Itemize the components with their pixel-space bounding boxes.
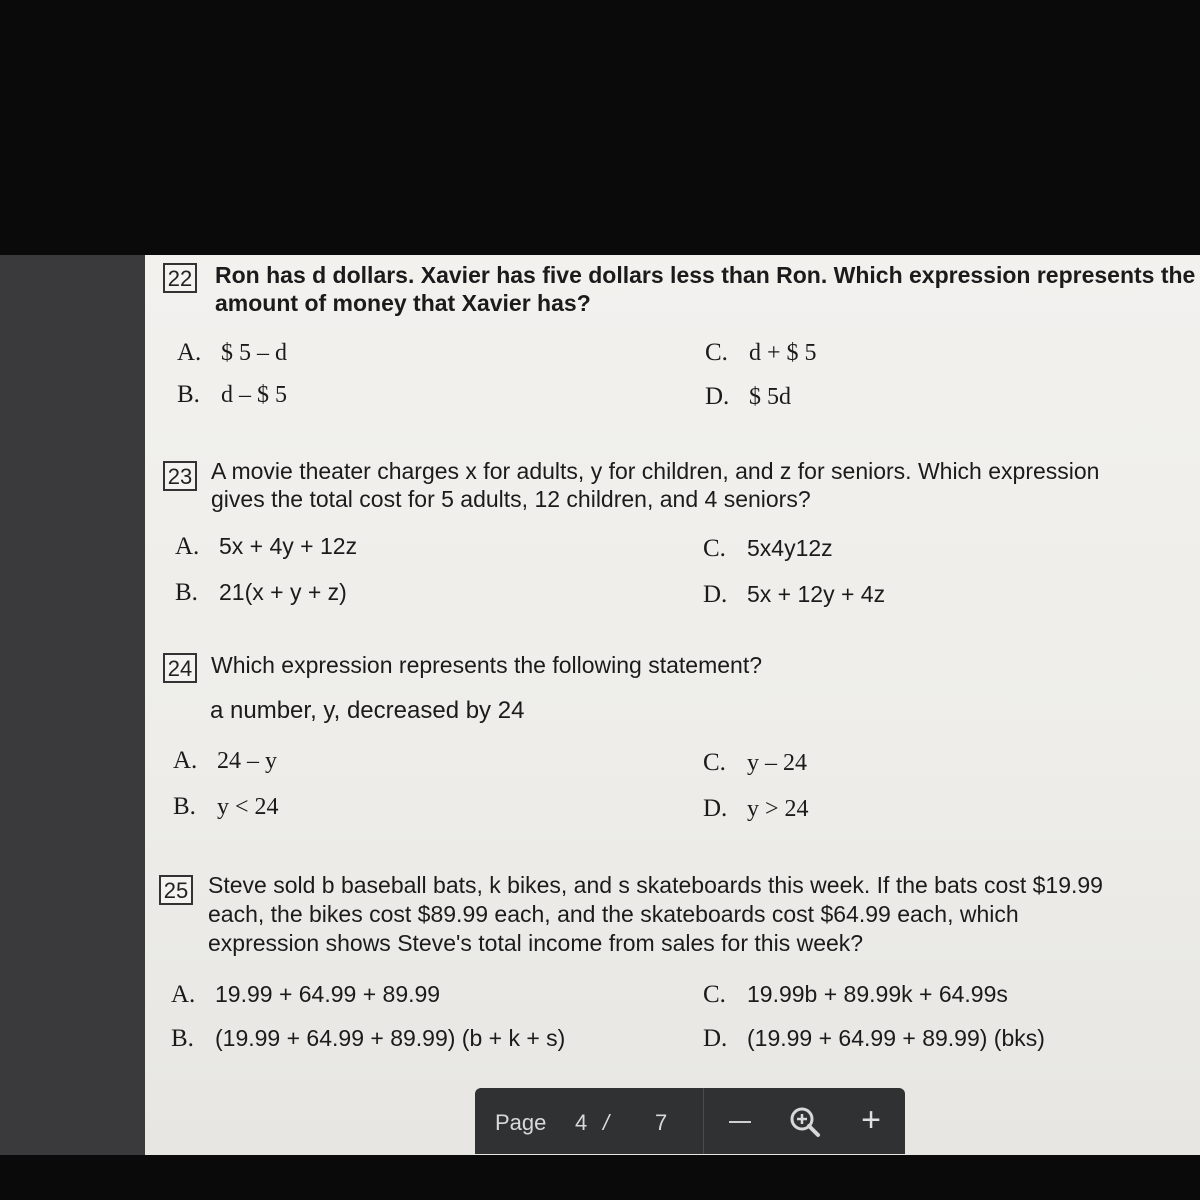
option-letter: B.: [177, 381, 200, 408]
page-toolbar: [475, 1088, 905, 1154]
option-text: (19.99 + 64.99 + 89.99) (b + k + s): [215, 1025, 566, 1051]
option-letter: D.: [703, 795, 728, 822]
option-text: y < 24: [217, 794, 279, 820]
toolbar-divider: [703, 1088, 704, 1154]
question-text-line: expression shows Steve's total income from sales for this week?: [208, 930, 864, 956]
statement-text: a number, y, decreased by 24: [210, 697, 525, 724]
option-text: d + $ 5: [749, 340, 817, 366]
option-text: 24 – y: [217, 748, 277, 774]
minus-icon[interactable]: [725, 1102, 755, 1138]
pdf-page: [145, 255, 1200, 1155]
option-text: $ 5d: [749, 384, 791, 410]
option-text: 5x + 4y + 12z: [219, 533, 358, 559]
option-text: 21(x + y + z): [219, 579, 347, 605]
question-number: 23: [163, 461, 197, 491]
magnifier-plus-icon[interactable]: [787, 1104, 823, 1140]
option-letter: D.: [703, 581, 728, 608]
option-letter: B.: [175, 579, 198, 606]
option-letter: D.: [705, 383, 730, 410]
option-letter: B.: [173, 793, 196, 820]
pdf-viewer: [0, 255, 1200, 1155]
option-c[interactable]: [703, 749, 807, 777]
question-number: 25: [159, 875, 193, 905]
option-letter: A.: [173, 747, 198, 774]
current-page-input[interactable]: 4: [575, 1110, 588, 1135]
option-text: d – $ 5: [221, 382, 287, 408]
option-d[interactable]: [703, 581, 885, 609]
question-text-line: gives the total cost for 5 adults, 12 children, and 4 seniors?: [211, 486, 811, 512]
option-letter: D.: [703, 1025, 728, 1052]
option-b[interactable]: [175, 579, 347, 607]
option-text: y – 24: [747, 750, 807, 776]
option-text: 19.99b + 89.99k + 64.99s: [747, 981, 1008, 1007]
option-text: $ 5 – d: [221, 340, 287, 366]
option-d[interactable]: [703, 795, 809, 823]
plus-icon[interactable]: +: [861, 1101, 881, 1139]
option-d[interactable]: [703, 1025, 1045, 1053]
option-a[interactable]: [175, 533, 357, 561]
question-number: 22: [163, 263, 197, 293]
option-letter: A.: [175, 533, 200, 560]
option-letter: C.: [705, 339, 728, 366]
option-letter: C.: [703, 749, 726, 776]
page-separator: /: [603, 1110, 610, 1135]
option-text: y > 24: [747, 796, 809, 822]
option-letter: A.: [171, 981, 196, 1008]
option-letter: C.: [703, 535, 726, 562]
option-text: 5x4y12z: [747, 535, 833, 561]
option-a[interactable]: [171, 981, 440, 1009]
option-c[interactable]: [705, 339, 817, 367]
option-a[interactable]: [173, 747, 277, 775]
option-letter: B.: [171, 1025, 194, 1052]
question-number: 24: [163, 653, 197, 683]
option-text: 5x + 12y + 4z: [747, 581, 886, 607]
page-label: Page: [495, 1110, 547, 1135]
option-c[interactable]: [703, 535, 833, 563]
question-text-line: each, the bikes cost $89.99 each, and the skateboards cost $64.99 each, which: [208, 901, 1019, 927]
option-a[interactable]: [177, 339, 287, 367]
total-pages: 7: [655, 1110, 668, 1135]
option-b[interactable]: [173, 793, 279, 821]
option-b[interactable]: [171, 1025, 565, 1053]
question-text-line: amount of money that Xavier has?: [215, 290, 591, 316]
question-text-line: Ron has d dollars. Xavier has five dollars less than Ron. Which expression represents the: [215, 262, 1196, 288]
option-d[interactable]: [705, 383, 791, 411]
question-text-line: Which expression represents the following statement?: [211, 652, 763, 678]
option-text: 19.99 + 64.99 + 89.99: [215, 981, 441, 1007]
option-c[interactable]: [703, 981, 1008, 1009]
option-text: (19.99 + 64.99 + 89.99) (bks): [747, 1025, 1045, 1051]
option-letter: A.: [177, 339, 202, 366]
question-text-line: Steve sold b baseball bats, k bikes, and s skateboards this week. If the bats cost $19.99: [208, 872, 1103, 898]
option-letter: C.: [703, 981, 726, 1008]
question-text-line: A movie theater charges x for adults, y for children, and z for seniors. Which expression: [211, 458, 1100, 484]
option-b[interactable]: [177, 381, 287, 409]
